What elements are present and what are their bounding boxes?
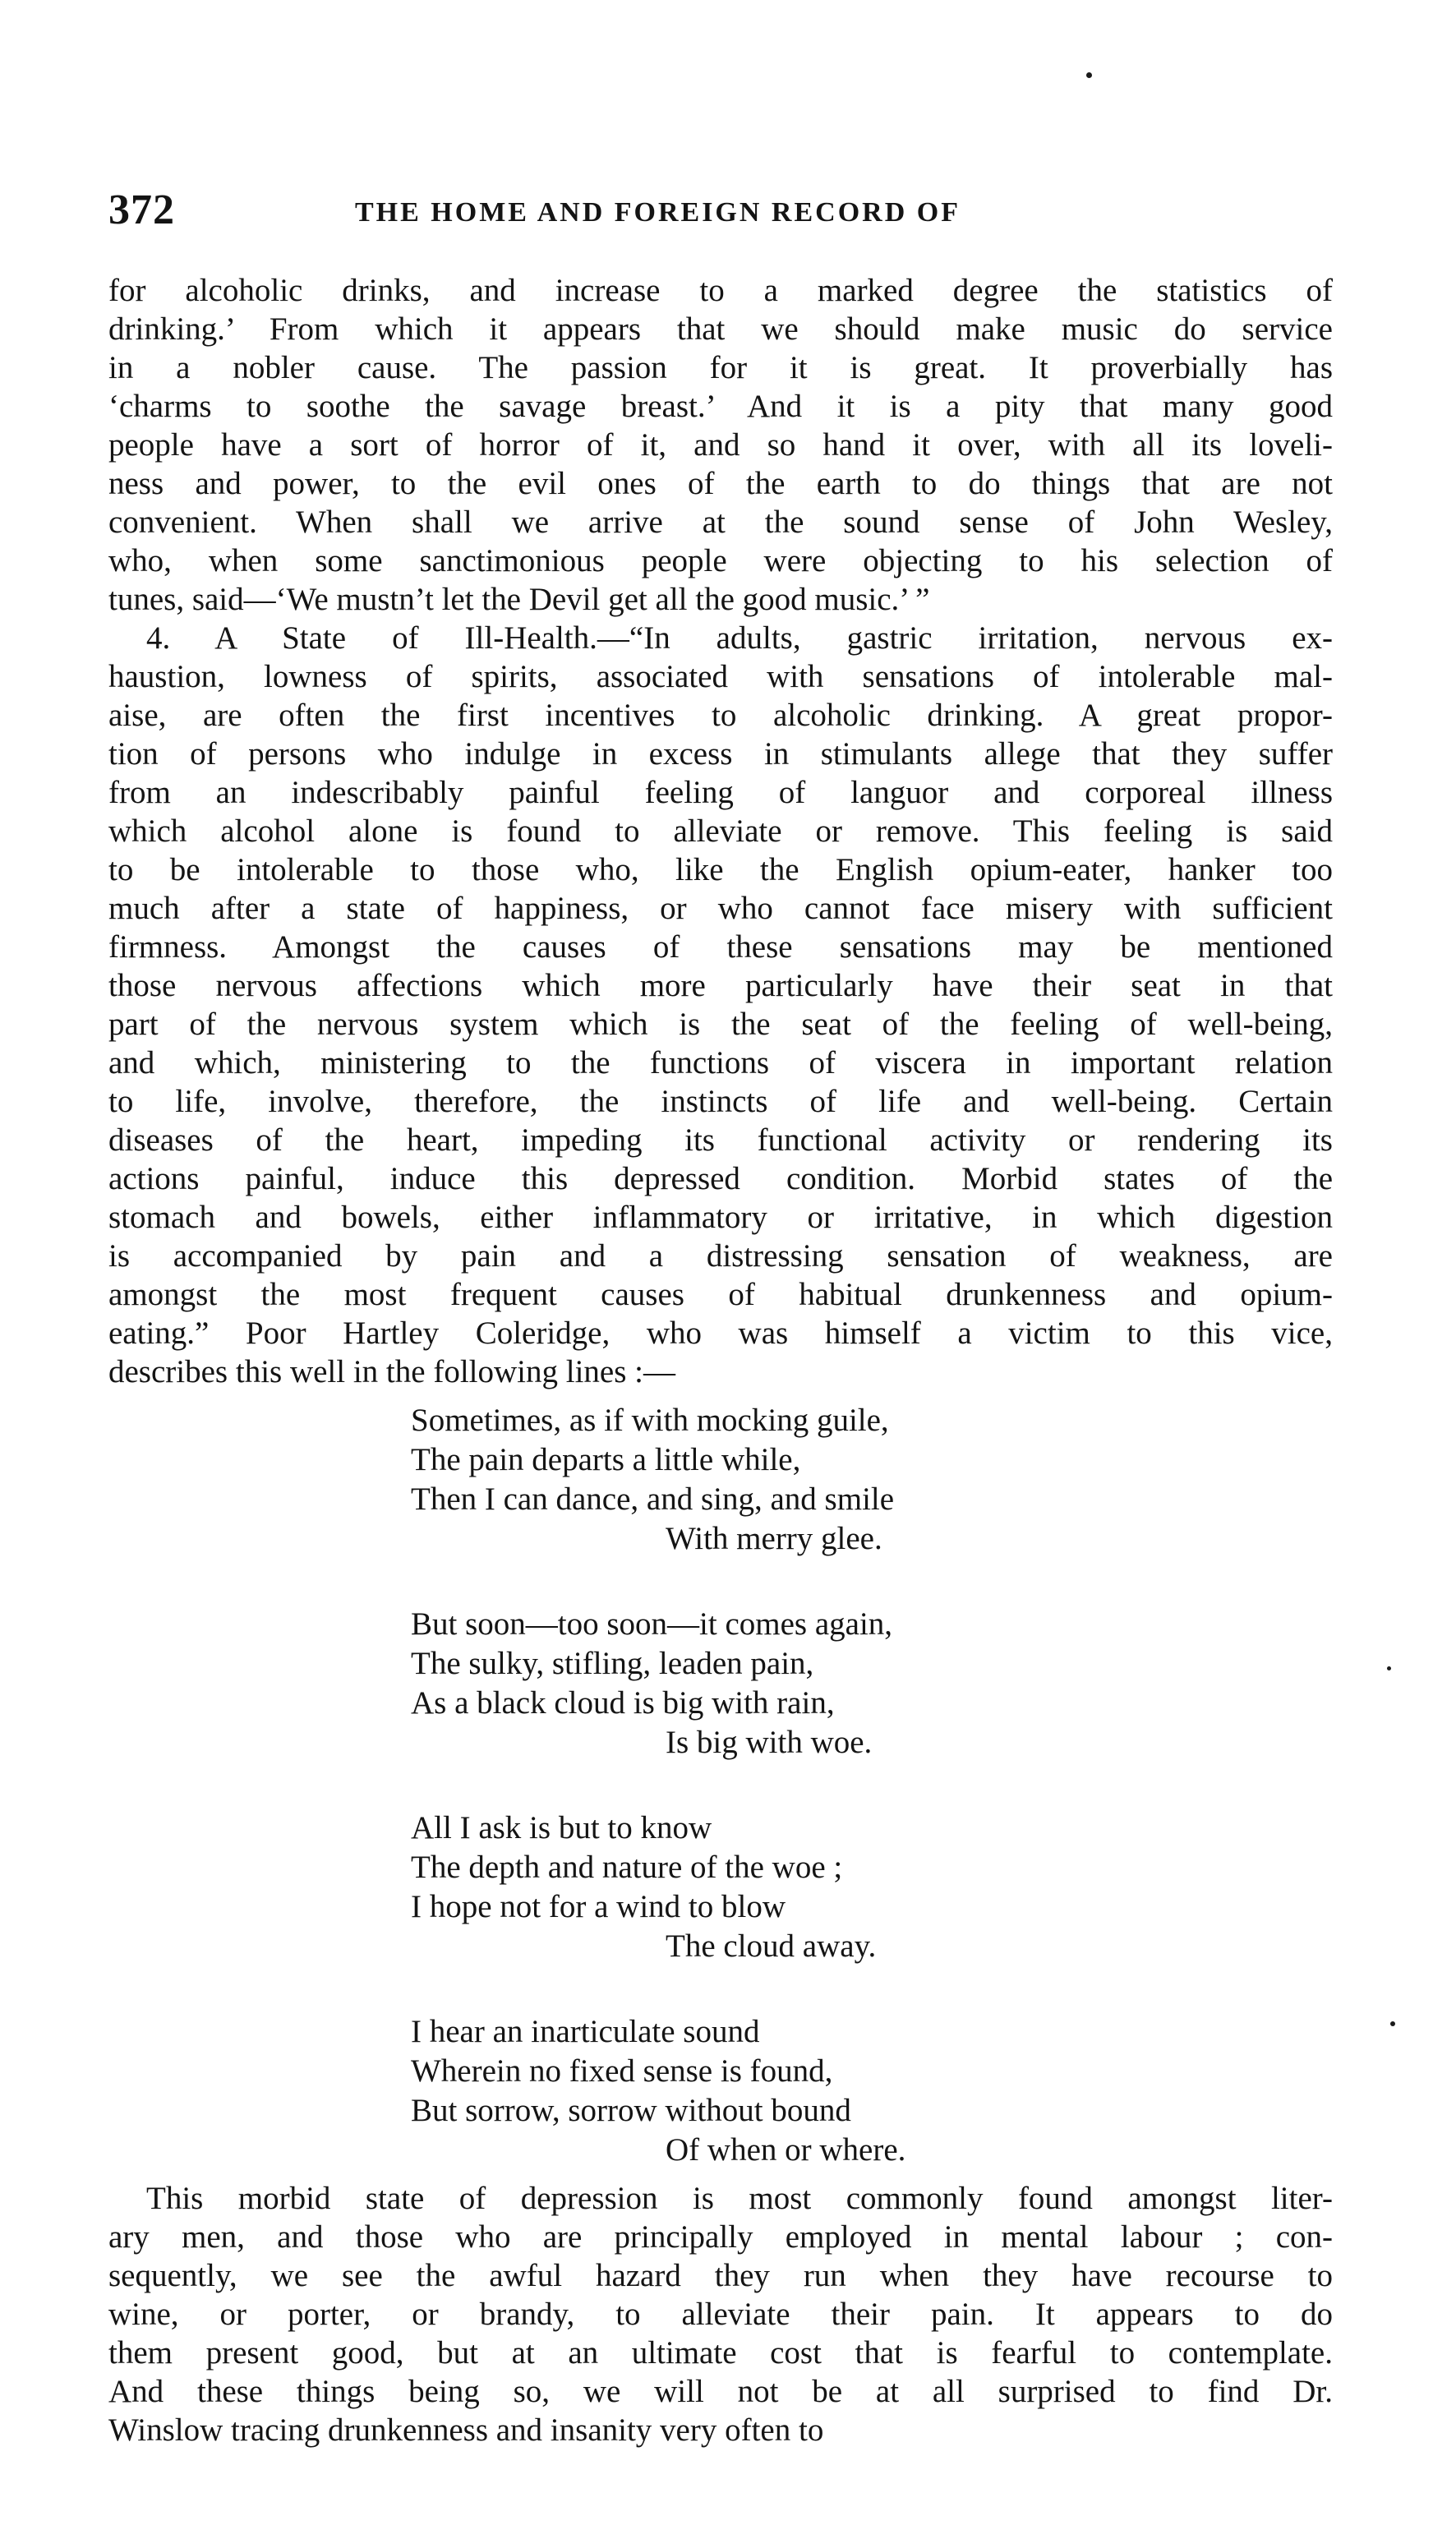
text-line: haustion, lowness of spirits, associated with sensations of intolerable mal- — [108, 659, 1333, 694]
text-line: convenient. When shall we arrive at the sound sense of John Wesley, — [108, 505, 1333, 540]
poem-line: Of when or where. — [666, 2132, 906, 2168]
poem-line: As a black cloud is big with rain, — [411, 1685, 835, 1721]
text-line: tion of persons who indulge in excess in stimulants allege that they suffer — [108, 736, 1333, 772]
text-line: and which, ministering to the functions of viscera in important relation — [108, 1045, 1333, 1080]
text-line: amongst the most frequent causes of habitual drunkenness and opium- — [108, 1277, 1333, 1312]
poem-line: The pain departs a little while, — [411, 1442, 801, 1477]
ink-speck — [1387, 1666, 1391, 1670]
text-line: diseases of the heart, impeding its functional activity or rendering its — [108, 1122, 1333, 1158]
text-line: part of the nervous system which is the seat of the feeling of well-being, — [108, 1007, 1333, 1042]
text-line: which alcohol alone is found to alleviate or remove. This feeling is said — [108, 813, 1333, 849]
text-line: aise, are often the first incentives to alcoholic drinking. A great propor- — [108, 698, 1333, 733]
text-line: tunes, said—‘We mustn’t let the Devil get all the good music.’ ” — [108, 582, 930, 617]
text-line: for alcoholic drinks, and increase to a marked degree the statistics of — [108, 273, 1333, 308]
text-line: who, when some sanctimonious people were objecting to his selection of — [108, 543, 1333, 578]
text-line: ary men, and those who are principally employed in mental labour ; con- — [108, 2219, 1333, 2255]
poem-line: I hope not for a wind to blow — [411, 1889, 786, 1924]
text-line: drinking.’ From which it appears that we should make music do service — [108, 311, 1333, 347]
page-number: 372 — [108, 187, 175, 233]
text-line: actions painful, induce this depressed condition. Morbid states of the — [108, 1161, 1333, 1196]
poem-stanza — [411, 1809, 1150, 1966]
text-line: to be intolerable to those who, like the English opium-eater, hanker too — [108, 852, 1333, 887]
text-line: describes this well in the following lines :— — [108, 1354, 675, 1389]
poem-line: Wherein no fixed sense is found, — [411, 2053, 833, 2089]
text-line: to life, involve, therefore, the instincts of life and well-being. Certain — [108, 1084, 1333, 1119]
text-line: from an indescribably painful feeling of languor and corporeal illness — [108, 775, 1333, 810]
poem-line: All I ask is but to know — [411, 1810, 712, 1845]
text-line: 4. A State of Ill-Health.—“In adults, gastric irritation, nervous ex- — [146, 620, 1333, 656]
poem-line: But sorrow, sorrow without bound — [411, 2093, 851, 2128]
text-line: in a nobler cause. The passion for it is great. It proverbially has — [108, 350, 1333, 385]
text-line: much after a state of happiness, or who cannot face misery with sufficient — [108, 891, 1333, 926]
poem-line: I hear an inarticulate sound — [411, 2014, 760, 2049]
text-line: sequently, we see the awful hazard they run when they have recourse to — [108, 2258, 1333, 2293]
text-line: ness and power, to the evil ones of the earth to do things that are not — [108, 466, 1333, 501]
text-line: ‘charms to soothe the savage breast.’ And it is a pity that many good — [108, 389, 1333, 424]
text-line: eating.” Poor Hartley Coleridge, who was himself a victim to this vice, — [108, 1315, 1333, 1351]
ink-speck — [1390, 2021, 1395, 2026]
running-head: THE HOME AND FOREIGN RECORD OF — [355, 197, 961, 228]
body-text-continued — [108, 2179, 1333, 2449]
page-header — [108, 186, 1333, 251]
text-line: And these things being so, we will not be at all surprised to find Dr. — [108, 2374, 1333, 2409]
body-text — [108, 271, 1333, 1391]
poem-line: The depth and nature of the woe ; — [411, 1850, 843, 1885]
text-line: stomach and bowels, either inflammatory or irritative, in which digestion — [108, 1200, 1333, 1235]
poem-stanza — [411, 2012, 1150, 2170]
ink-speck — [1086, 72, 1092, 78]
text-line: This morbid state of depression is most commonly found amongst liter- — [146, 2181, 1333, 2216]
poem — [411, 1401, 1150, 2216]
text-line: Winslow tracing drunkenness and insanity very often to — [108, 2412, 824, 2448]
poem-line: But soon—too soon—it comes again, — [411, 1606, 893, 1642]
text-line: wine, or porter, or brandy, to alleviate their pain. It appears to do — [108, 2297, 1333, 2332]
poem-stanza — [411, 1401, 1150, 1559]
poem-line: The cloud away. — [666, 1928, 877, 1964]
poem-line: Sometimes, as if with mocking guile, — [411, 1403, 889, 1438]
poem-stanza — [411, 1605, 1150, 1762]
poem-line: Is big with woe. — [666, 1725, 873, 1760]
text-line: those nervous affections which more particularly have their seat in that — [108, 968, 1333, 1003]
poem-line: The sulky, stifling, leaden pain, — [411, 1646, 814, 1681]
text-line: them present good, but at an ultimate cost that is fearful to contemplate. — [108, 2335, 1333, 2371]
poem-line: Then I can dance, and sing, and smile — [411, 1481, 895, 1517]
text-line: people have a sort of horror of it, and so hand it over, with all its loveli- — [108, 427, 1333, 463]
text-line: is accompanied by pain and a distressing sensation of weakness, are — [108, 1238, 1333, 1274]
poem-line: With merry glee. — [666, 1521, 882, 1556]
text-line: firmness. Amongst the causes of these sensations may be mentioned — [108, 929, 1333, 965]
